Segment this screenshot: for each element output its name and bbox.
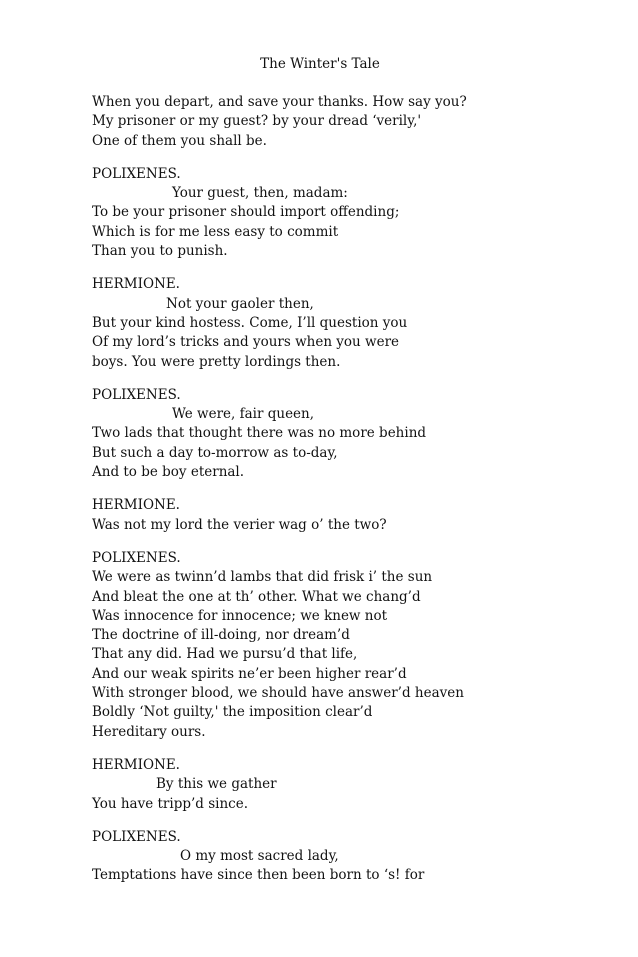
verse-line: By this we gather xyxy=(156,776,277,793)
verse-line: My prisoner or my guest? by your dread ‘verily,' xyxy=(92,113,422,130)
speech-block xyxy=(92,549,622,742)
speaker-name: POLIXENES. xyxy=(92,828,181,845)
verse-line: Than you to punish. xyxy=(92,243,228,260)
verse-line: Your guest, then, madam: xyxy=(172,185,348,202)
continuation-block xyxy=(92,93,622,151)
verse-line: One of them you shall be. xyxy=(92,132,267,149)
verse-line: We were, fair queen, xyxy=(172,406,315,423)
verse-line: Temptations have since then been born to ‘s! for xyxy=(92,867,425,884)
verse-line: Not your gaoler then, xyxy=(166,295,314,312)
verse-line: And bleat the one at th’ other. What we chang’d xyxy=(92,588,421,605)
play-text xyxy=(92,93,622,900)
speech-block xyxy=(92,386,622,482)
verse-line: And our weak spirits ne’er been higher rear’d xyxy=(92,665,407,682)
verse-line: Hereditary ours. xyxy=(92,723,206,740)
verse-line: Two lads that thought there was no more behind xyxy=(92,425,427,442)
verse-line: That any did. Had we pursu’d that life, xyxy=(92,646,358,663)
verse-line: The doctrine of ill-doing, nor dream’d xyxy=(92,627,350,644)
verse-line: Of my lord’s tricks and yours when you were xyxy=(92,334,400,351)
speaker-name: HERMIONE. xyxy=(92,497,180,514)
verse-line: But such a day to-morrow as to-day, xyxy=(92,444,338,461)
verse-line: To be your prisoner should import offending; xyxy=(92,204,400,221)
verse-line: Was not my lord the verier wag o’ the two? xyxy=(92,516,387,533)
speech-block xyxy=(92,275,622,371)
page-title: The Winter's Tale xyxy=(260,56,380,72)
verse-line: Boldly ‘Not guilty,' the imposition clear’d xyxy=(92,704,373,721)
speaker-name: POLIXENES. xyxy=(92,386,181,403)
verse-line: And to be boy eternal. xyxy=(92,464,245,481)
verse-line: Which is for me less easy to commit xyxy=(92,223,339,240)
verse-line: We were as twinn’d lambs that did frisk i’ the sun xyxy=(92,569,433,586)
verse-line: boys. You were pretty lordings then. xyxy=(92,353,341,370)
speaker-name: POLIXENES. xyxy=(92,165,181,182)
verse-line: Was innocence for innocence; we knew not xyxy=(92,607,388,624)
speech-block xyxy=(92,756,622,814)
verse-line: When you depart, and save your thanks. How say you? xyxy=(92,94,467,110)
verse-line: You have tripp’d since. xyxy=(92,795,248,812)
verse-line: O my most sacred lady, xyxy=(180,848,339,865)
speech-block xyxy=(92,496,622,535)
verse-line: But your kind hostess. Come, I’ll question you xyxy=(92,314,408,331)
speech-block xyxy=(92,165,622,261)
verse-line: With stronger blood, we should have answer’d heaven xyxy=(92,685,464,702)
speaker-name: HERMIONE. xyxy=(92,276,180,293)
speech-block xyxy=(92,828,622,886)
speaker-name: HERMIONE. xyxy=(92,756,180,773)
speaker-name: POLIXENES. xyxy=(92,549,181,566)
